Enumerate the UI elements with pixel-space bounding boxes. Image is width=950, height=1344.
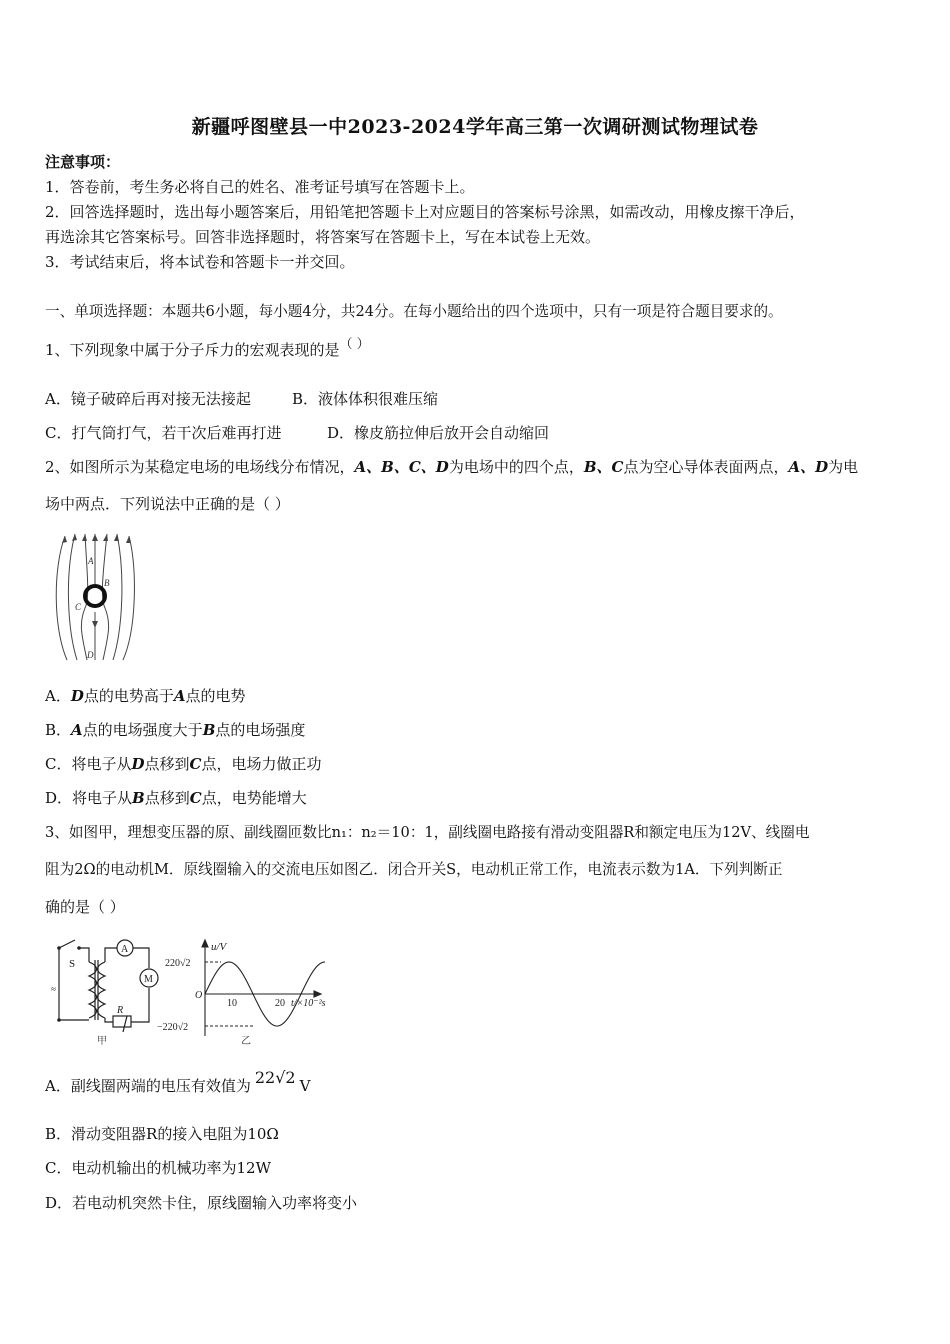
- q2-stem-1a: 2、如图所示为某稳定电场的电场线分布情况，: [45, 458, 355, 476]
- q2-option-a: [45, 686, 246, 706]
- q1-option-c: C．打气筒打气，若干次后难再打进: [45, 424, 282, 442]
- field-label-a: A: [88, 556, 94, 566]
- q2-c-post: 点，电场力做正功: [201, 755, 322, 773]
- motor-label: M: [144, 974, 153, 985]
- t-tick-10: 10: [227, 998, 237, 1009]
- t-axis-label: t/×10⁻²s: [291, 998, 326, 1009]
- ac-input-icon: ≈: [51, 984, 56, 994]
- q2-c-mid: 点移到: [144, 755, 190, 773]
- q2-option-d: [45, 788, 307, 808]
- figure-caption-jia: 甲: [97, 1036, 107, 1047]
- q2-b-v2: B: [202, 721, 216, 739]
- figure-caption-yi: 乙: [241, 1036, 251, 1047]
- q2-stem-1b: 为电场中的四个点，: [448, 458, 584, 476]
- q3-option-a: [45, 1068, 311, 1096]
- q3-a-text: A．副线圈两端的电压有效值为: [45, 1077, 251, 1095]
- q2-b-mid: 点的电场强度大于: [82, 721, 203, 739]
- q2-d-v2: C: [189, 789, 202, 807]
- q3-option-d: D．若电动机突然卡住，原线圈输入功率将变小: [45, 1194, 358, 1212]
- q2-d-post: 点，电势能增大: [201, 789, 307, 807]
- origin-label: O: [195, 990, 203, 1001]
- q2-d-pre: D．将电子从: [45, 789, 133, 807]
- q2-stem-line-1: [45, 457, 858, 477]
- u-max-tick: 220√2: [165, 958, 191, 969]
- q2-c-pre: C．将电子从: [45, 755, 132, 773]
- q2-points-ad: A、D: [788, 458, 829, 476]
- q2-stem-1c: 点为空心导体表面两点，: [623, 458, 789, 476]
- field-label-b: B: [104, 578, 110, 588]
- q2-a-mid: 点的电势高于: [83, 687, 174, 705]
- q2-points-bc: B、C: [583, 458, 624, 476]
- q2-points-abcd: A、B、C、D: [354, 458, 449, 476]
- q2-b-pre: B．: [45, 721, 72, 739]
- q2-a-v2: A: [173, 687, 186, 705]
- q2-stem-1d: 为电: [828, 458, 859, 476]
- u-axis-label: u/V: [211, 941, 227, 953]
- switch-label: S: [69, 958, 76, 970]
- q2-a-v1: D: [70, 687, 84, 705]
- q1-option-d: D．橡皮筋拉伸后放开会自动缩回: [327, 424, 550, 442]
- q2-d-mid: 点移到: [144, 789, 190, 807]
- notice-item-3: 3．考试结束后，将本试卷和答题卡一并交回。: [45, 253, 355, 271]
- q2-d-v1: B: [132, 789, 145, 807]
- q1-bracket: （ ）: [339, 337, 370, 352]
- q1-stem: [45, 337, 370, 362]
- q2-option-c: [45, 754, 321, 774]
- q2-option-b: [45, 720, 305, 740]
- q1-option-b: B．液体体积很难压缩: [292, 390, 439, 408]
- q3-stem-line-2: 阻为2Ω的电动机M．原线圈输入的交流电压如图乙．闭合开关S，电动机正常工作，电流表示数为1A．下列判断正: [45, 861, 783, 878]
- transformer-circuit-figure: [45, 936, 355, 1048]
- rheostat-label: R: [117, 1005, 124, 1016]
- q2-c-v1: D: [131, 755, 145, 773]
- ammeter-label: A: [121, 944, 129, 955]
- page-title: 新疆呼图壁县一中2023-2024学年高三第一次调研测试物理试卷: [191, 116, 759, 138]
- q2-a-pre: A．: [45, 687, 71, 705]
- notice-item-2a: 2．回答选择题时，选出每小题答案后，用铅笔把答题卡上对应题目的答案标号涂黑，如需改动，用橡皮擦干净后，: [45, 203, 805, 221]
- q3-a-unit: V: [299, 1077, 311, 1095]
- field-label-d: D: [87, 650, 94, 660]
- section-1-heading: 一、单项选择题：本题共6小题，每小题4分，共24分。在每小题给出的四个选项中，只有一项是符合题目要求的。: [45, 303, 783, 320]
- notice-heading: 注意事项：: [45, 153, 121, 171]
- q2-b-post: 点的电场强度: [215, 721, 306, 739]
- q2-stem-line-2: 场中两点．下列说法中正确的是（ ）: [45, 495, 290, 513]
- notice-item-1: 1．答卷前，考生务必将自己的姓名、准考证号填写在答题卡上。: [45, 178, 475, 196]
- q3-a-value: 22√2: [254, 1068, 296, 1087]
- q1-stem-text: 1、下列现象中属于分子斥力的宏观表现的是: [45, 341, 340, 359]
- q3-option-c: C．电动机输出的机械功率为12W: [45, 1159, 271, 1177]
- u-min-tick: −220√2: [157, 1022, 189, 1033]
- q2-b-v1: A: [71, 721, 83, 739]
- field-label-c: C: [75, 602, 82, 612]
- q3-stem-line-1: 3、如图甲，理想变压器的原、副线圈匝数比n₁：n₂＝10：1，副线圈电路接有滑动变阻器R和额定电压为12V、线圈电: [45, 824, 810, 841]
- q2-c-v2: C: [189, 755, 202, 773]
- electric-field-figure: [45, 528, 145, 668]
- t-tick-20: 20: [275, 998, 285, 1009]
- q2-a-post: 点的电势: [185, 687, 246, 705]
- q1-option-a: A．镜子破碎后再对接无法接起: [45, 390, 251, 408]
- q3-stem-line-3: 确的是（ ）: [45, 898, 125, 916]
- notice-item-2b: 再选涂其它答案标号。回答非选择题时，将答案写在答题卡上，写在本试卷上无效。: [45, 228, 601, 246]
- q3-option-b: B．滑动变阻器R的接入电阻为10Ω: [45, 1125, 279, 1143]
